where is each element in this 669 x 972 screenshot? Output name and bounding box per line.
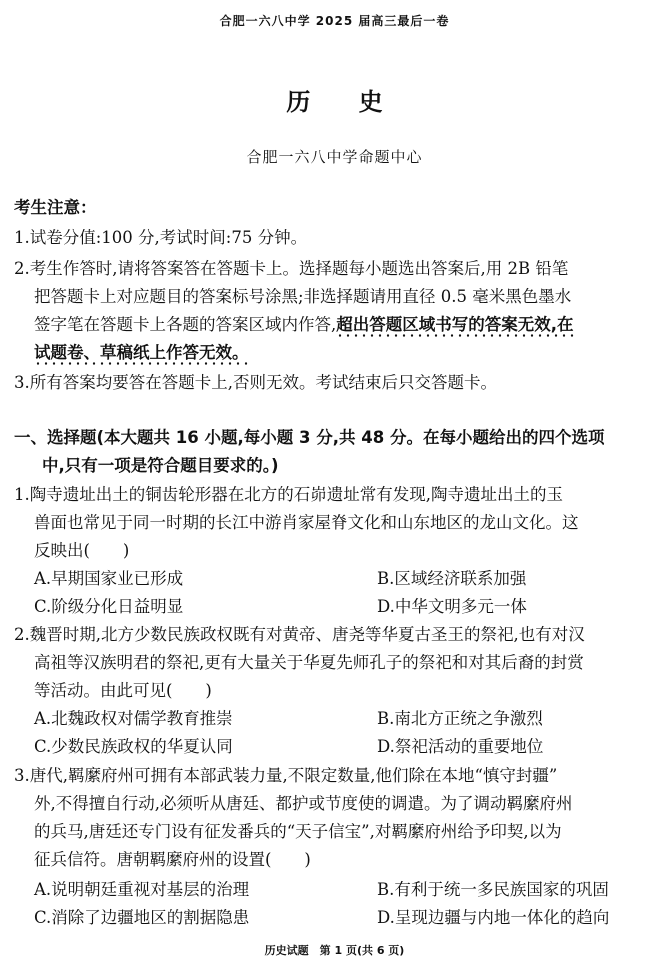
notice-item-3: 3.所有答案均要答在答题卡上,否则无效。考试结束后只交答题卡。 <box>14 373 497 392</box>
question-2-line-3: 等活动。由此可见( ) <box>34 681 212 700</box>
question-1-option-b: B.区域经济联系加强 <box>377 569 527 588</box>
question-2-line-1: 2.魏晋时期,北方少数民族政权既有对黄帝、唐尧等华夏古圣王的祭祀,也有对汉 <box>14 625 585 644</box>
question-1-option-a: A.早期国家业已形成 <box>34 569 184 588</box>
section-heading-cont: 中,只有一项是符合题目要求的。) <box>42 456 279 475</box>
question-1-option-c: C.阶级分化日益明显 <box>34 597 184 616</box>
question-3-line-1: 3.唐代,羁縻府州可拥有本部武装力量,不限定数量,他们除在本地“慎守封疆” <box>14 766 558 785</box>
notice-item-2-line-3 <box>34 311 574 335</box>
notice-item-2-line-2: 把答题卡上对应题目的答案标号涂黑;非选择题请用直径 0.5 毫米黑色墨水 <box>34 287 572 306</box>
notice-heading: 考生注意： <box>14 198 97 217</box>
notice-item-1: 1.试卷分值:100 分,考试时间:75 分钟。 <box>14 228 308 247</box>
question-2-option-b: B.南北方正统之争激烈 <box>377 709 543 728</box>
question-3-option-a: A.说明朝廷重视对基层的治理 <box>34 880 250 899</box>
page-footer: 历史试题 第 1 页(共 6 页) <box>264 944 405 957</box>
emphasis-warning-cont: 试题卷、草稿纸上作答无效。 <box>34 343 249 366</box>
question-3-option-b: B.有利于统一多民族国家的巩固 <box>377 880 609 899</box>
question-3-option-c: C.消除了边疆地区的割据隐患 <box>34 908 250 927</box>
exam-center: 合肥一六八中学命题中心 <box>246 148 423 166</box>
question-3-line-4: 征兵信符。唐朝羁縻府州的设置( ) <box>34 850 311 869</box>
question-3-option-d: D.呈现边疆与内地一体化的趋向 <box>377 908 610 927</box>
question-2-option-c: C.少数民族政权的华夏认同 <box>34 737 233 756</box>
question-1-option-d: D.中华文明多元一体 <box>377 597 527 616</box>
question-3-line-2: 外,不得擅自行动,必须听从唐廷、都护或节度使的调遣。为了调动羁縻府州 <box>34 794 573 813</box>
emphasis-warning: 超出答题区域书写的答案无效,在 <box>336 315 573 338</box>
notice-item-2-line-1: 2.考生作答时,请将答案答在答题卡上。选择题每小题选出答案后,用 2B 铅笔 <box>14 259 569 278</box>
question-2-option-a: A.北魏政权对儒学教育推崇 <box>34 709 233 728</box>
question-1-line-2: 兽面也常见于同一时期的长江中游肖家屋脊文化和山东地区的龙山文化。这 <box>34 513 579 532</box>
question-1-line-3: 反映出( ) <box>34 541 130 560</box>
notice-item-2-line-4 <box>34 339 249 363</box>
question-3-line-3: 的兵马,唐廷还专门设有征发番兵的“天子信宝”,对羁縻府州给予印契,以为 <box>34 822 562 841</box>
exam-title: 合肥一六八中学 2025 届高三最后一卷 <box>219 14 450 28</box>
subject-title: 历 史 <box>286 88 383 116</box>
question-1-line-1: 1.陶寺遗址出土的铜齿轮形器在北方的石峁遗址常有发现,陶寺遗址出土的玉 <box>14 485 563 504</box>
question-2-option-d: D.祭祀活动的重要地位 <box>377 737 544 756</box>
section-heading: 一、选择题(本大题共 16 小题,每小题 3 分,共 48 分。在每小题给出的四个选项 <box>14 428 605 447</box>
notice-item-2-text: 签字笔在答题卡上各题的答案区域内作答, <box>34 315 337 334</box>
question-2-line-2: 高祖等汉族明君的祭祀,更有大量关于华夏先师孔子的祭祀和对其后裔的封赏 <box>34 653 584 672</box>
